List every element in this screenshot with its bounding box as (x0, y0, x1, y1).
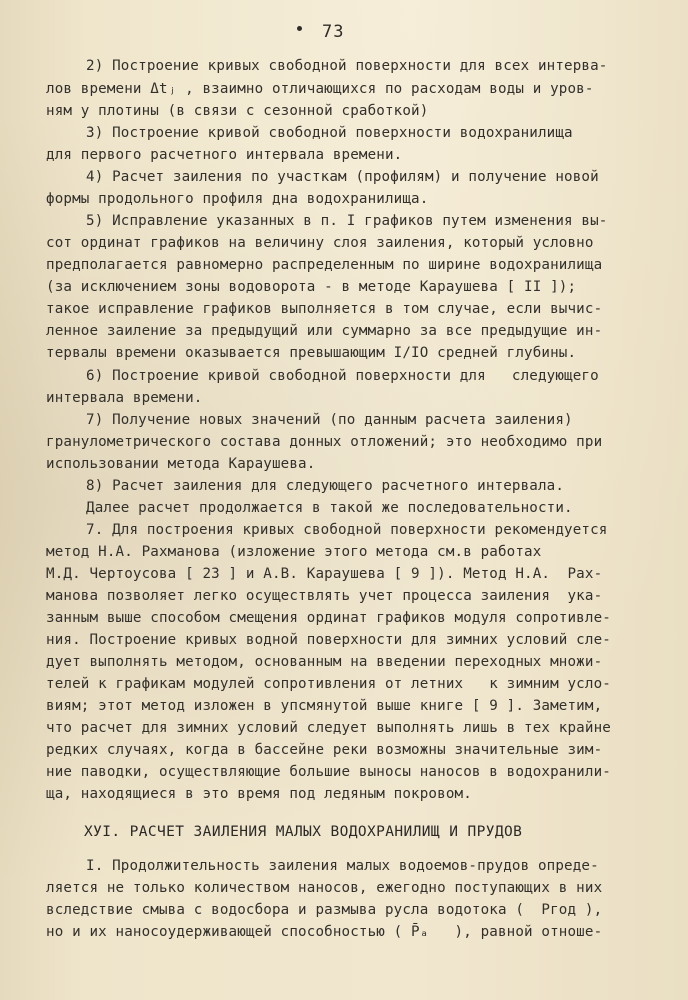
text-line: Далее расчет продолжается в такой же последовательности. (86, 500, 573, 516)
text-line: что расчет для зимних условий следует выполнять лишь в тех крайне (46, 720, 611, 736)
text-line: ням у плотины (в связи с сезонной сработкой) (46, 103, 429, 119)
text-line: 5) Исправление указанных в п. I графиков путем изменения вы- (86, 213, 608, 229)
text-line: занным выше способом смещения ординат графиков модуля сопротивле- (46, 610, 611, 626)
text-line: но и их наносоудерживающей способностью ( P̄ₐ ), равной отноше- (46, 924, 603, 940)
page-number: 73 (322, 22, 345, 42)
text-line: сот ординат графиков на величину слоя заиления, который условно (46, 235, 594, 251)
text-line: лов времени Δtⱼ , взаимно отличающихся по расходам воды и уров- (46, 81, 594, 97)
text-line: телей к графикам модулей сопротивления от летних к зимним усло- (46, 676, 611, 692)
text-line: М.Д. Чертоусова [ 23 ] и А.В. Караушева [ 9 ]). Метод Н.А. Рах- (46, 566, 603, 582)
text-line: 8) Расчет заиления для следующего расчетного интервала. (86, 478, 565, 494)
text-line: такое исправление графиков выполняется в том случае, если вычис- (46, 301, 603, 317)
text-line: интервала времени. (46, 390, 203, 406)
text-line: 2) Построение кривых свободной поверхности для всех интерва- (86, 58, 608, 74)
text-line: метод Н.А. Рахманова (изложение этого метода см.в работах (46, 544, 542, 560)
text-line: дует выполнять методом, основанным на введении переходных множи- (46, 654, 603, 670)
text-line: гранулометрического состава донных отложений; это необходимо при (46, 434, 603, 450)
text-line: 7. Для построения кривых свободной поверхности рекомендуется (86, 522, 608, 538)
text-line: ща, находящиеся в это время под ледяным покровом. (46, 786, 472, 802)
text-line: 4) Расчет заиления по участкам (профилям) и получение новой (86, 169, 599, 185)
text-line: манова позволяет легко осуществлять учет процесса заиления ука- (46, 588, 603, 604)
section-heading: ХУІ. РАСЧЕТ ЗАИЛЕНИЯ МАЛЫХ ВОДОХРАНИЛИЩ И ПРУДОВ (84, 824, 523, 840)
text-line: 7) Получение новых значений (по данным расчета заиления) (86, 412, 573, 428)
text-line: (за исключением зоны водоворота - в методе Караушева [ II ]); (46, 279, 577, 295)
text-line: формы продольного профиля дна водохранилища. (46, 191, 429, 207)
text-line: ние паводки, осуществляющие большие выносы наносов в водохранили- (46, 764, 611, 780)
text-line: вследствие смыва с водосбора и размыва русла водотока ( Pгод ), (46, 902, 603, 918)
text-line: для первого расчетного интервала времени. (46, 147, 403, 163)
text-line: предполагается равномерно распределенным по ширине водохранилища (46, 257, 603, 273)
text-line: редких случаях, когда в бассейне реки возможны значительные зим- (46, 742, 603, 758)
text-line: тервалы времени оказывается превышающим I/IO средней глубины. (46, 345, 577, 361)
text-line: виям; этот метод изложен в упсмянутой выше книге [ 9 ]. Заметим, (46, 698, 603, 714)
text-line: ленное заиление за предыдущий или суммарно за все предыдущие ин- (46, 323, 603, 339)
page-dot-mark (297, 26, 302, 31)
text-line: использовании метода Караушева. (46, 456, 316, 472)
text-line: ляется не только количеством наносов, ежегодно поступающих в них (46, 880, 603, 896)
text-line: ния. Построение кривых водной поверхности для зимних условий сле- (46, 632, 611, 648)
text-line: 6) Построение кривой свободной поверхности для следующего (86, 368, 599, 384)
text-line: 3) Построение кривой свободной поверхности водохранилища (86, 125, 573, 141)
text-line: I. Продолжительность заиления малых водоемов-прудов опреде- (86, 858, 599, 874)
